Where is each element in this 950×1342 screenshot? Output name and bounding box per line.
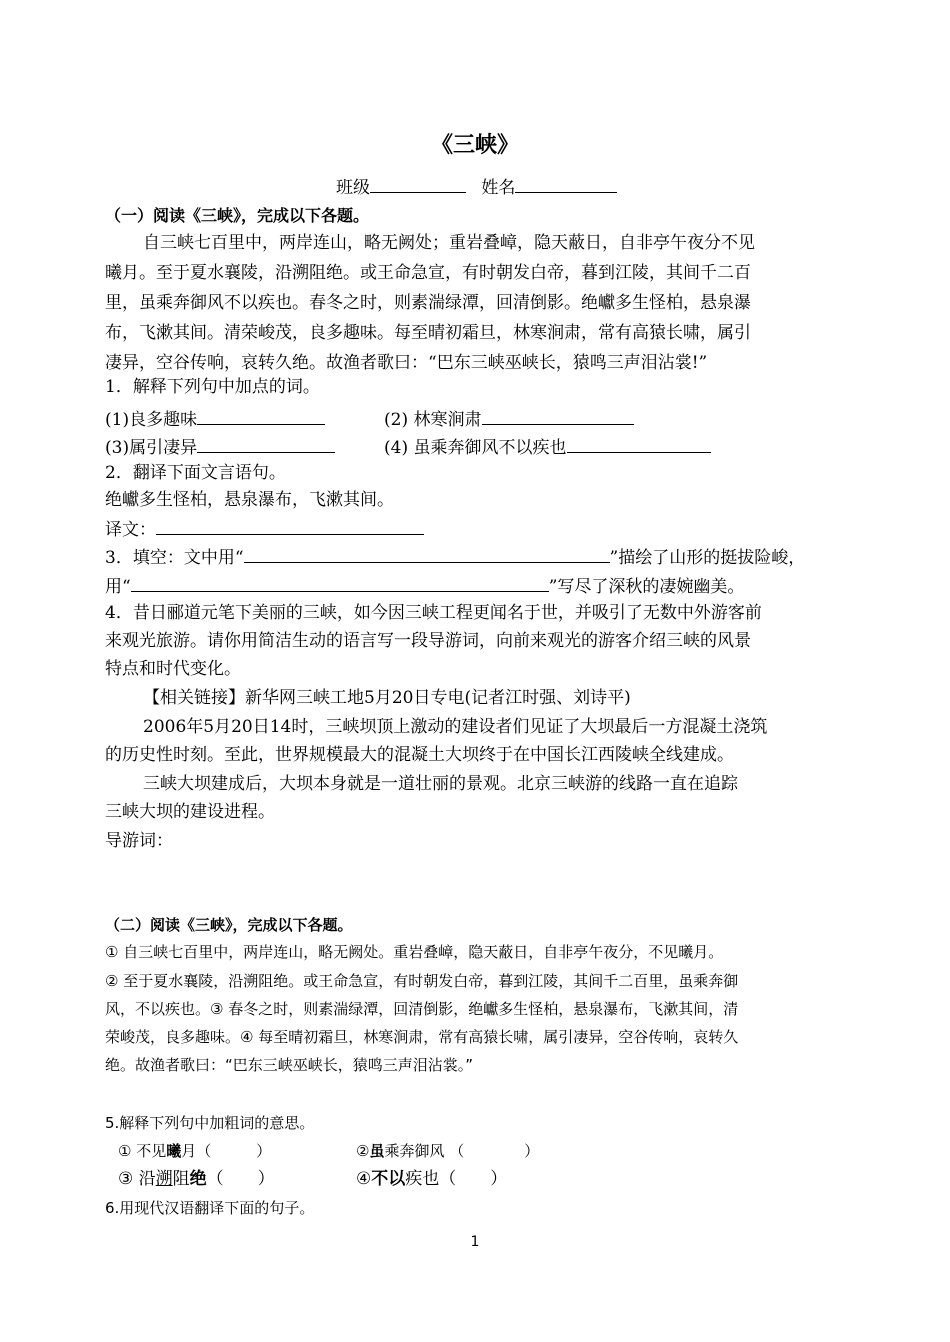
q1-item-text: 良多趣味: [129, 410, 198, 430]
q3-line-1: [105, 544, 805, 570]
q4-answer-label: 导游词：: [105, 831, 173, 851]
q1-answer-blank[interactable]: [567, 434, 711, 453]
passage2-line: ① 自三峡七百里中，两岸连山，略无阙处。重岩叠嶂，隐天蔽日，自非亭午夜分，不见曦月。: [105, 943, 724, 961]
q5-text: ① 不见: [118, 1142, 167, 1160]
q1-answer-blank[interactable]: [197, 406, 325, 425]
q1-item-number: (1): [105, 410, 130, 430]
news-paragraph-line: 的历史性时刻。至此，世界规模最大的混凝土大坝终于在中国长江西陵峡全线建成。: [105, 745, 734, 765]
q2-answer: [105, 516, 424, 542]
q2-answer-blank[interactable]: [156, 516, 424, 535]
q1-item-number: (2): [384, 410, 409, 430]
q1-item-text: 属引凄异: [129, 438, 198, 458]
passage2-line: 绝。故渔者歌曰：“巴东三峡巫峡长，猿鸣三声泪沾裳。”: [105, 1056, 474, 1074]
q5-bold-word: 绝: [189, 1169, 207, 1189]
student-info-line: [336, 174, 617, 200]
part2-heading: （二）阅读《三峡》，完成以下各题。: [105, 916, 353, 934]
q1-item-3: [105, 434, 335, 460]
q1-item-1: [105, 406, 325, 432]
q5-text: 月（ ）: [181, 1142, 272, 1160]
q5-item-1: [118, 1139, 271, 1163]
passage1-line: 里，虽乘奔御风不以疾也。春冬之时，则素湍绿潭，回清倒影。绝巘多生怪柏，悬泉瀑: [105, 293, 751, 313]
q5-text: 阻: [172, 1169, 190, 1189]
q5-text: ③ 沿: [118, 1169, 156, 1189]
q5-underlined-word: 溯: [155, 1169, 173, 1189]
q4-line: 4．昔日郦道元笔下美丽的三峡，如今因三峡工程更闻名于世，并吸引了无数中外游客前: [105, 603, 762, 623]
q2-sentence: 绝巘多生怪柏，悬泉瀑布，飞漱其间。: [105, 490, 394, 510]
news-paragraph-line: 三峡大坝的建设进程。: [105, 802, 275, 822]
passage1-line: 凄异，空谷传响，哀转久绝。故渔者歌曰：“巴东三峡巫峡长，猿鸣三声泪沾裳!”: [105, 353, 708, 373]
q3-text: 用“: [105, 577, 131, 597]
q3-text: ”描绘了山形的挺拔险峻，: [609, 548, 806, 568]
passage2-line: 风，不以疾也。③ 春冬之时，则素湍绿潭，回清倒影，绝巘多生怪柏，悬泉瀑布，飞漱其间，清: [105, 1000, 739, 1018]
q5-text: 乘奔御风 （ ）: [384, 1142, 540, 1160]
q5-text: 疾也（ ）: [405, 1169, 508, 1189]
q5-text: （ ）: [206, 1169, 275, 1189]
q5-item-3: [118, 1167, 275, 1191]
q3-text: 3．填空：文中用“: [105, 548, 244, 568]
q1-item-text: 林寒涧肃: [413, 410, 482, 430]
q1-item-4: [384, 434, 711, 460]
class-label: 班级: [336, 178, 370, 198]
document-title: 《三峡》: [430, 132, 519, 158]
passage2-line: 荣峻茂，良多趣味。④ 每至晴初霜旦，林寒涧肃，常有高猿长啸，属引凄异，空谷传响，哀转久: [105, 1028, 739, 1046]
passage1-line: 自三峡七百里中，两岸连山，略无阙处；重岩叠嶂，隐天蔽日，自非亭午夜分不见: [143, 233, 755, 253]
q5-bold-word: 不以: [371, 1169, 406, 1189]
q1-item-number: (4): [384, 438, 409, 458]
part1-heading: （一）阅读《三峡》，完成以下各题。: [105, 206, 370, 225]
q5-bold-word: 曦: [166, 1142, 182, 1160]
q3-blank-2[interactable]: [131, 573, 549, 592]
q5-item-4: [356, 1167, 507, 1191]
q1-item-text: 虽乘奔御风不以疾也: [413, 438, 567, 458]
passage2-line: ② 至于夏水襄陵，沿溯阻绝。或王命急宣，有时朝发白帝，暮到江陵，其间千二百里，虽乘奔御: [105, 972, 739, 990]
name-label: 姓名: [481, 178, 516, 198]
related-link-label: 【相关链接】: [143, 688, 245, 708]
q1-answer-blank[interactable]: [482, 406, 634, 425]
q5-stem: 5.解释下列句中加粗词的意思。: [105, 1114, 315, 1132]
related-link-text: 新华网三峡工地5月20日专电(记者江时强、刘诗平): [245, 688, 631, 708]
name-field[interactable]: [515, 174, 617, 193]
q4-line: 来观光旅游。请你用简洁生动的语言写一段导游词，向前来观光的游客介绍三峡的风景: [105, 631, 751, 651]
q1-item-2: [384, 406, 634, 432]
q6-stem: 6.用现代汉语翻译下面的句子。: [105, 1199, 315, 1217]
page-number: 1: [470, 1234, 480, 1250]
q5-text: ②: [356, 1142, 370, 1160]
q4-line: 特点和时代变化。: [105, 659, 241, 679]
q5-item-2: [356, 1139, 539, 1163]
q2-stem: 2．翻译下面文言语句。: [105, 463, 286, 483]
passage1-line: 布，飞漱其间。清荣峻茂，良多趣味。每至晴初霜旦，林寒涧肃，常有高猿长啸，属引: [105, 323, 751, 343]
q3-text: ”写尽了深秋的凄婉幽美。: [548, 577, 745, 597]
related-link: [143, 686, 631, 710]
q1-answer-blank[interactable]: [197, 434, 335, 453]
q3-blank-1[interactable]: [244, 544, 610, 563]
news-paragraph-line: 2006年5月20日14时，三峡坝顶上激动的建设者们见证了大坝最后一方混凝土浇筑: [143, 717, 768, 737]
q1-stem: 1．解释下列句中加点的词。: [105, 377, 320, 397]
q5-bold-word: 虽: [369, 1142, 385, 1160]
q3-line-2: [105, 573, 744, 599]
q5-text: ④: [356, 1169, 372, 1189]
passage1-line: 曦月。至于夏水襄陵，沿溯阻绝。或王命急宣，有时朝发白帝，暮到江陵，其间千二百: [105, 263, 751, 283]
class-field[interactable]: [370, 174, 466, 193]
q2-answer-label: 译文：: [105, 520, 156, 540]
q1-item-number: (3): [105, 438, 130, 458]
news-paragraph-line: 三峡大坝建成后，大坝本身就是一道壮丽的景观。北京三峡游的线路一直在追踪: [143, 774, 738, 794]
